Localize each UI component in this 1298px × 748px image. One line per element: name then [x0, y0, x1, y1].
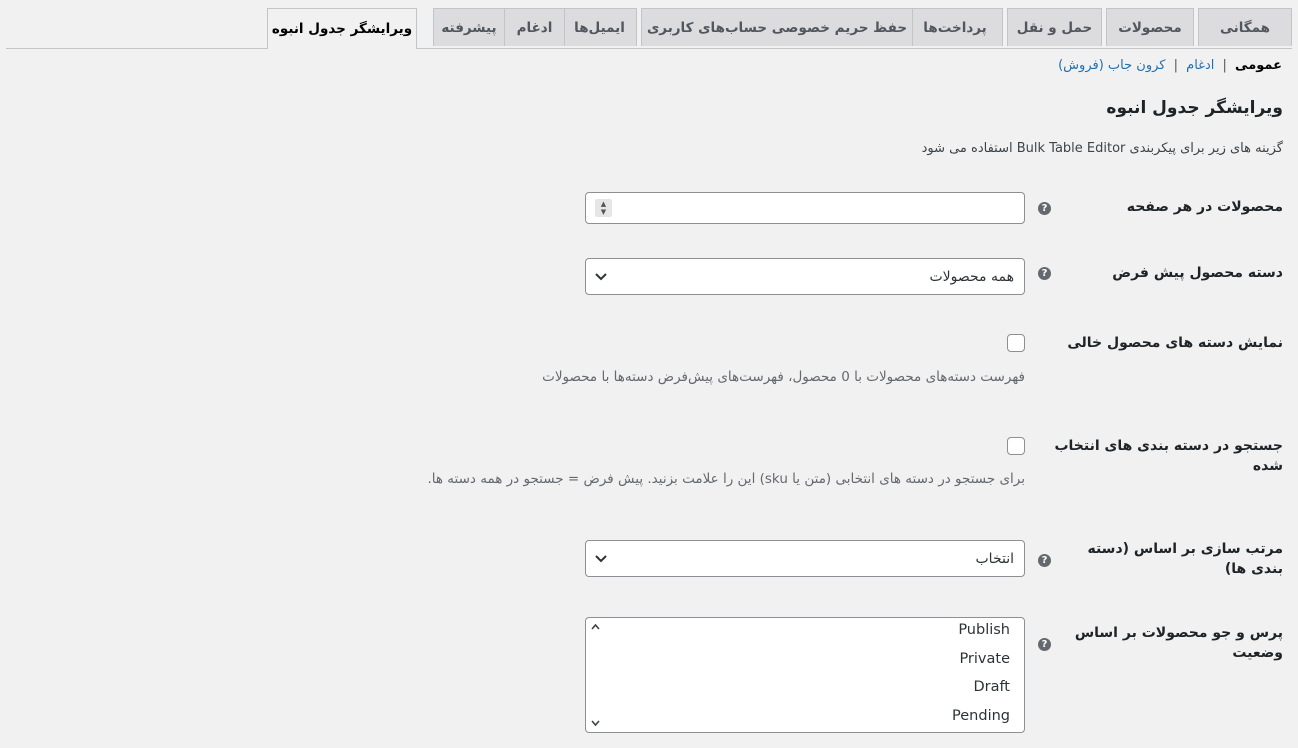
chevron-down-icon[interactable]	[591, 720, 600, 727]
status-option-draft[interactable]: Draft	[973, 679, 1010, 695]
tab-emails[interactable]: ایمیل‌ها	[562, 8, 637, 46]
default-category-value: همه محصولات	[929, 268, 1014, 285]
status-query-listbox[interactable]	[585, 617, 1025, 733]
subnav-separator: |	[1173, 58, 1179, 73]
status-option-pending[interactable]: Pending	[952, 708, 1010, 724]
show-empty-label: نمایش دسته های محصول خالی	[1067, 335, 1283, 351]
page-title: ویرایشگر جدول انبوه	[1106, 98, 1283, 118]
help-icon[interactable]: ?	[1038, 202, 1051, 215]
chevron-up-icon[interactable]	[591, 623, 600, 630]
status-option-private[interactable]: Private	[959, 651, 1010, 667]
default-category-label: دسته محصول پیش فرض	[1112, 265, 1283, 281]
subnav-link-cron[interactable]: کرون جاب (فروش)	[1058, 58, 1166, 73]
search-selected-label: جستجو در دسته بندی های انتخاب شده	[1054, 438, 1283, 474]
sort-by-value: انتخاب	[975, 550, 1014, 567]
tab-general[interactable]: همگانی	[1198, 8, 1292, 46]
tab-shipping[interactable]: حمل و نقل	[1007, 8, 1102, 46]
per-page-label: محصولات در هر صفحه	[1126, 199, 1283, 215]
sort-by-select[interactable]	[585, 540, 1025, 577]
subnav-separator: |	[1222, 58, 1227, 73]
show-empty-description: فهرست دسته‌های محصولات با 0 محصول، فهرست‌های پیش‌فرض دسته‌ها با محصولات	[542, 369, 1025, 385]
status-option-publish[interactable]: Publish	[958, 622, 1010, 638]
show-empty-checkbox[interactable]	[1007, 334, 1025, 352]
help-icon[interactable]: ?	[1038, 267, 1051, 280]
number-stepper-icon[interactable]: ▲ ▼	[595, 199, 612, 217]
subsection-nav	[1058, 58, 1282, 73]
tab-advanced[interactable]: پیشرفته	[433, 8, 505, 46]
tab-integration[interactable]: ادغام	[504, 8, 565, 46]
tab-products[interactable]: محصولات	[1106, 8, 1194, 46]
help-icon[interactable]: ?	[1038, 638, 1051, 651]
sort-by-label: مرتب سازی بر اساس (دسته بندی ها)	[1087, 541, 1283, 577]
tab-payments[interactable]: پرداخت‌ها	[907, 8, 1003, 46]
tab-privacy[interactable]: حفظ حریم خصوصی حساب‌های کاربری	[641, 8, 913, 46]
search-selected-description: برای جستجو در دسته های انتخابی (متن یا sku) این را علامت بزنید. پیش فرض = جستجو در همه دسته ها.	[427, 471, 1025, 487]
default-category-select[interactable]	[585, 258, 1025, 295]
search-selected-checkbox[interactable]	[1007, 437, 1025, 455]
page-description: گزینه های زیر برای پیکربندی Bulk Table Editor استفاده می شود	[921, 141, 1283, 156]
subnav-current: عمومی	[1235, 58, 1282, 73]
subnav-link-integration[interactable]: ادغام	[1186, 58, 1215, 73]
chevron-down-icon	[594, 554, 608, 564]
tab-bulk-table-editor[interactable]: ویرایشگر جدول انبوه	[267, 8, 417, 49]
chevron-down-icon	[594, 272, 608, 282]
scrollbar[interactable]	[586, 618, 604, 732]
status-query-label: پرس و جو محصولات بر اساس وضعیت	[1074, 625, 1283, 661]
settings-tabs	[6, 0, 1292, 49]
help-icon[interactable]: ?	[1038, 554, 1051, 567]
per-page-input[interactable]	[585, 192, 1025, 224]
